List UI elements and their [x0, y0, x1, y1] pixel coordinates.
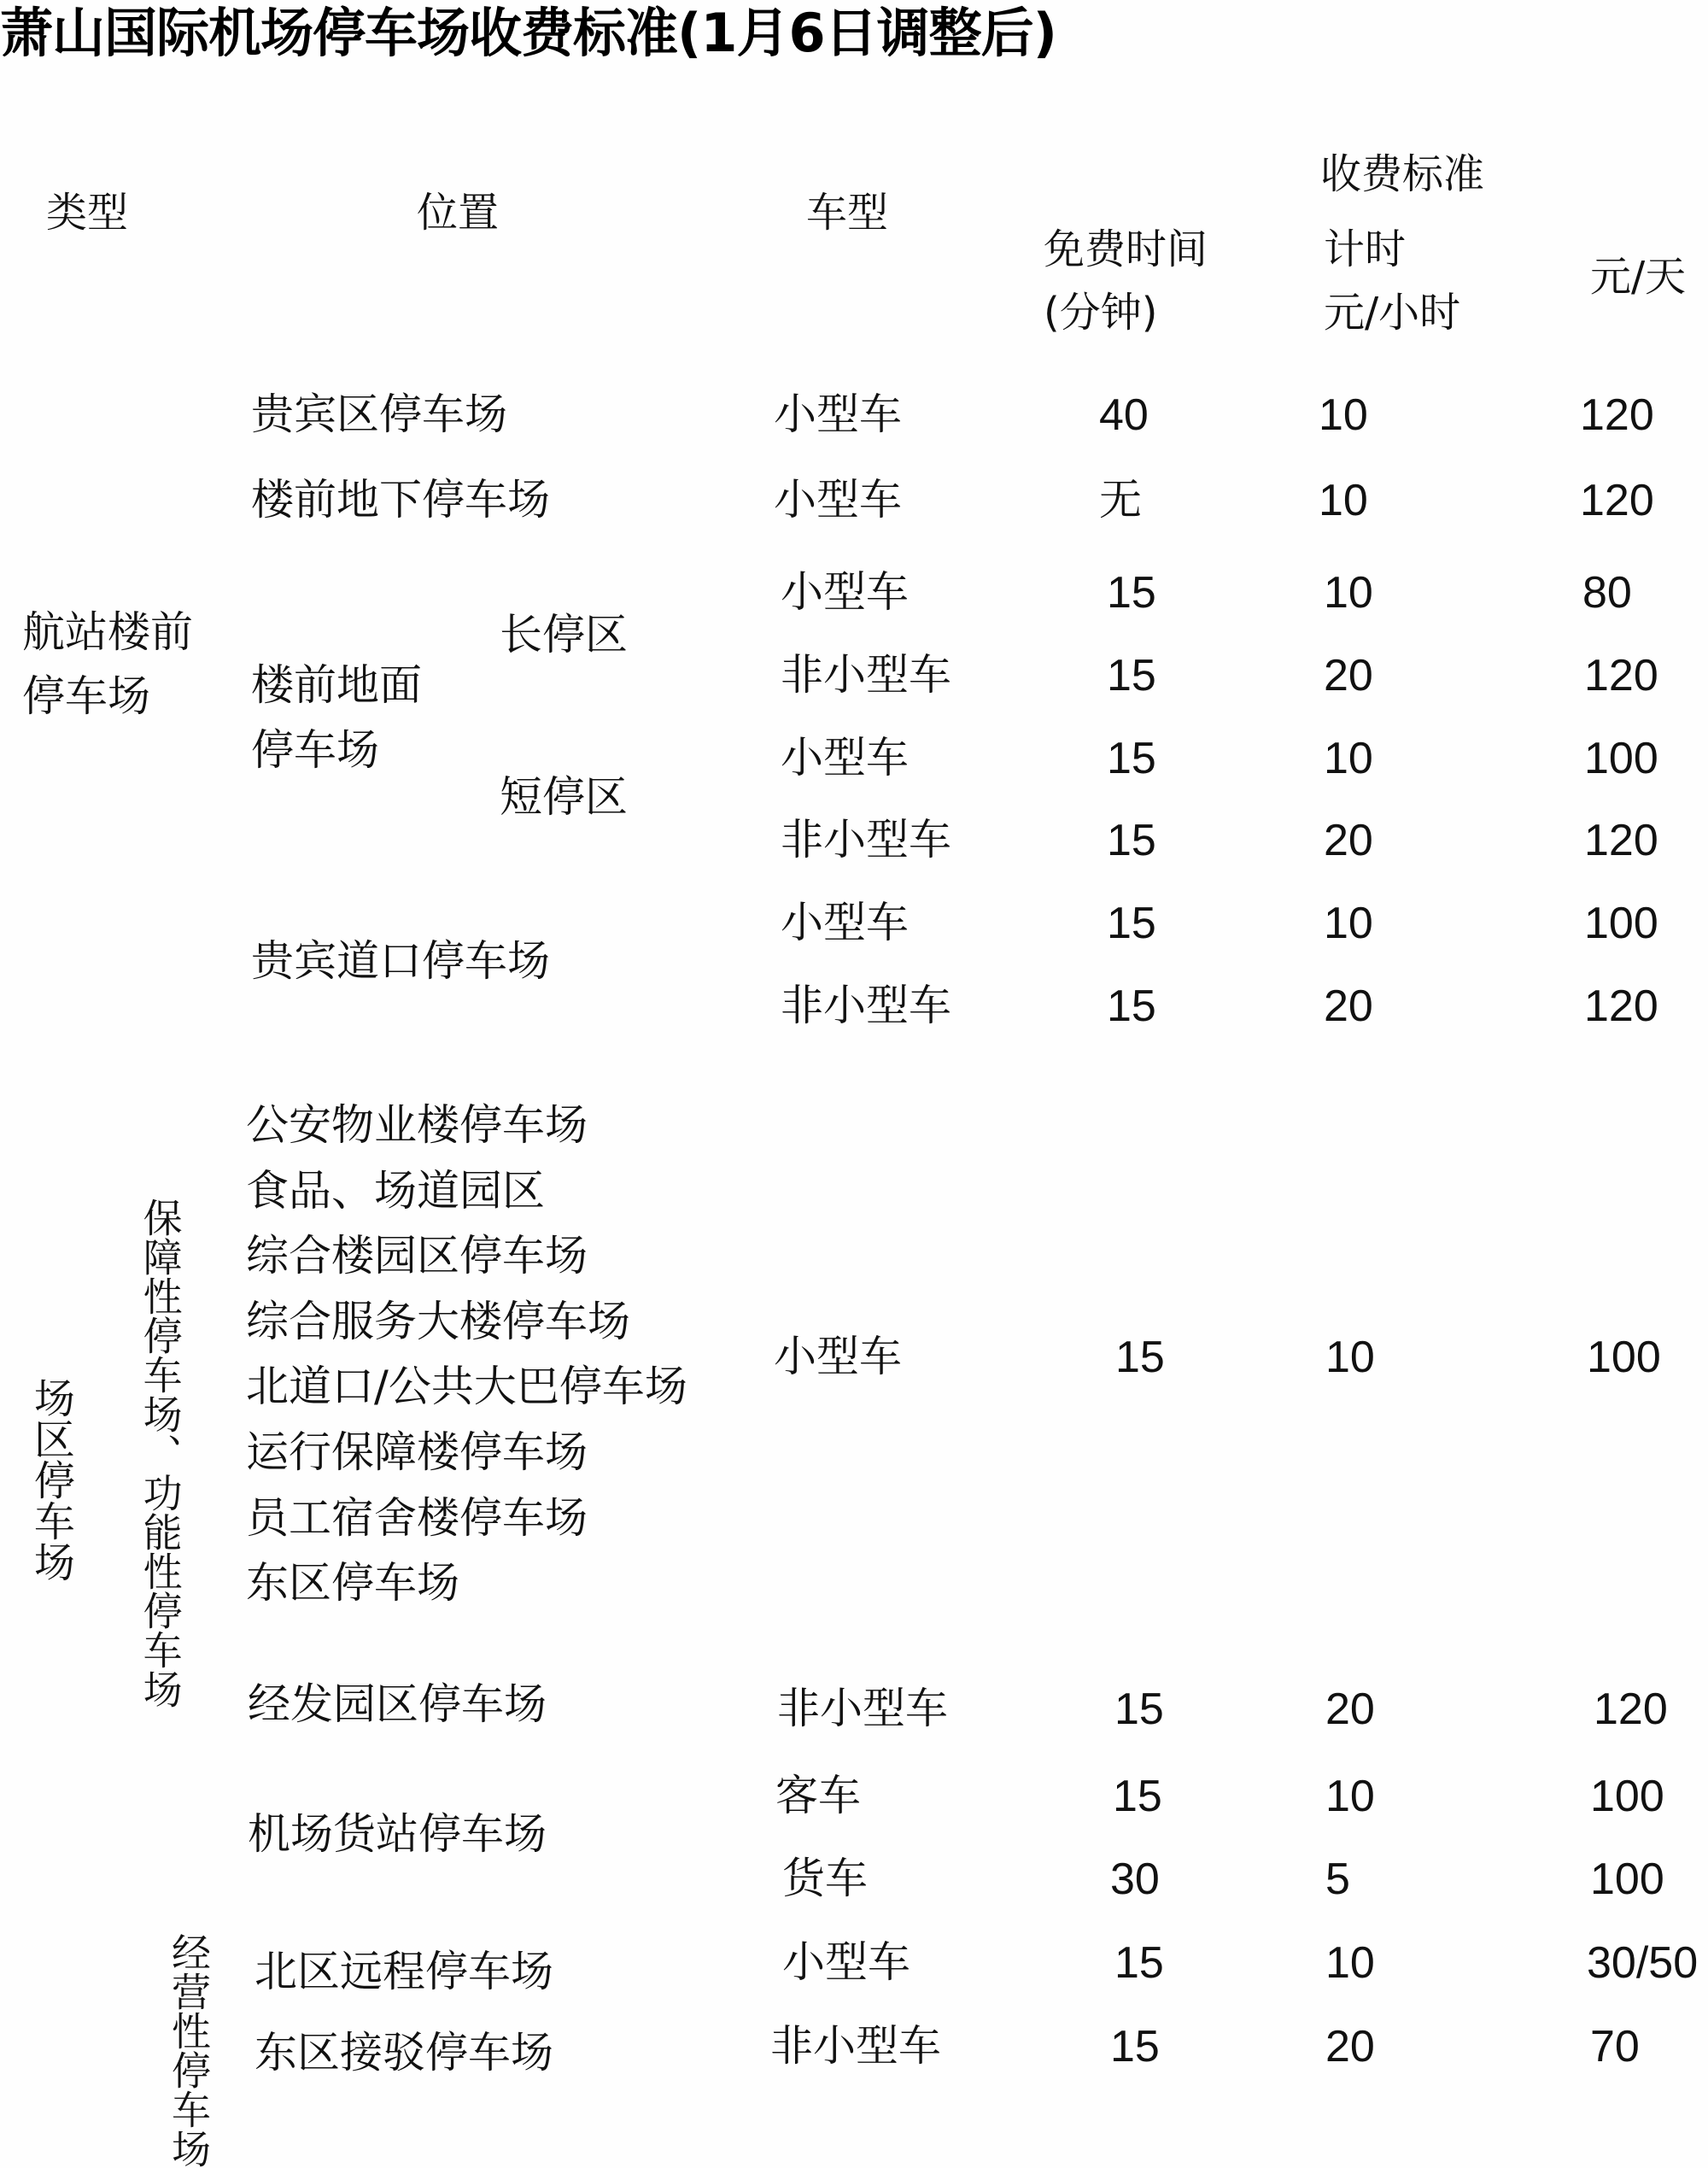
- row-daily: 100: [1590, 1855, 1664, 1904]
- header-type: 类型: [46, 189, 129, 237]
- row-vehicle: 小型车: [782, 1937, 910, 1987]
- row-vehicle: 货车: [782, 1854, 868, 1903]
- row-free-time: 15: [1110, 2022, 1160, 2071]
- location-east-shuttle: 东区接驳停车场: [254, 2028, 553, 2077]
- header-vehicle: 车型: [806, 189, 889, 237]
- header-location: 位置: [417, 189, 500, 237]
- row-free-time: 无: [1099, 475, 1142, 524]
- row-vehicle: 非小型车: [781, 650, 951, 700]
- row-vehicle: 非小型车: [781, 815, 951, 864]
- row-hourly: 10: [1324, 568, 1373, 618]
- header-free-time-unit: (分钟): [1044, 289, 1158, 337]
- row-vehicle: 小型车: [781, 567, 909, 617]
- row-daily: 120: [1584, 816, 1658, 865]
- row-vehicle: 非小型车: [777, 1684, 948, 1733]
- support-location-0: 公安物业楼停车场: [246, 1100, 588, 1150]
- location-long-term: 长停区: [500, 610, 628, 659]
- location-vip: 贵宾区停车场: [251, 390, 507, 439]
- row-free-time: 15: [1107, 899, 1156, 948]
- row-hourly: 5: [1325, 1855, 1350, 1904]
- location-ground: 楼前地面: [251, 660, 422, 710]
- row-free-time: 15: [1107, 981, 1156, 1031]
- row-free-time: 30: [1110, 1855, 1160, 1904]
- group-airfield: 场区停车场: [26, 1377, 75, 1582]
- row-daily: 80: [1582, 568, 1632, 618]
- group-operational: [116, 1932, 212, 2168]
- row-free-time: 15: [1113, 1772, 1162, 1821]
- row-hourly: 20: [1325, 1685, 1375, 1734]
- row-free-time: 15: [1107, 568, 1156, 618]
- row-daily: 100: [1587, 1333, 1661, 1382]
- row-vehicle: 客车: [775, 1771, 861, 1820]
- row-hourly: 10: [1319, 390, 1368, 440]
- location-north-remote: 北区远程停车场: [254, 1947, 553, 1996]
- row-free-time: 15: [1114, 1938, 1164, 1988]
- row-hourly: 20: [1325, 2022, 1375, 2071]
- row-daily: 100: [1584, 734, 1658, 783]
- header-free-time: 免费时间: [1044, 226, 1208, 273]
- row-daily: 100: [1584, 899, 1658, 948]
- support-location-3: 综合服务大楼停车场: [246, 1297, 630, 1346]
- header-fee-standard: 收费标准: [1320, 150, 1485, 198]
- support-location-2: 综合楼园区停车场: [246, 1231, 588, 1280]
- row-free-time: 15: [1114, 1685, 1164, 1734]
- row-free-time: 40: [1099, 390, 1149, 440]
- header-hourly: 计时: [1324, 226, 1407, 273]
- group-terminal: 航站楼前: [22, 607, 193, 657]
- location-short-term: 短停区: [500, 772, 628, 822]
- row-hourly: 10: [1325, 1772, 1375, 1821]
- row-vehicle: 小型车: [781, 898, 909, 947]
- support-location-5: 运行保障楼停车场: [246, 1427, 588, 1477]
- row-hourly: 20: [1324, 651, 1373, 700]
- row-vehicle: 小型车: [774, 1332, 902, 1381]
- header-hourly-unit: 元/小时: [1324, 289, 1461, 337]
- header-daily: 元/天: [1590, 253, 1687, 301]
- row-hourly: 20: [1324, 816, 1373, 865]
- row-hourly: 10: [1324, 734, 1373, 783]
- location-ground-line2: 停车场: [251, 725, 379, 775]
- location-cargo: 机场货站停车场: [248, 1809, 547, 1859]
- support-location-6: 员工宿舍楼停车场: [246, 1493, 588, 1543]
- group-support-functional: 保障性停车场、功能性停车场: [137, 1198, 184, 1708]
- row-daily: 30/50: [1587, 1938, 1699, 1988]
- support-location-4: 北道口/公共大巴停车场: [246, 1362, 687, 1411]
- location-jingfa: 经发园区停车场: [248, 1679, 547, 1729]
- row-free-time: 15: [1115, 1333, 1165, 1382]
- row-daily: 120: [1584, 981, 1658, 1031]
- row-vehicle: 小型车: [774, 475, 902, 524]
- row-free-time: 15: [1107, 734, 1156, 783]
- row-daily: 120: [1584, 651, 1658, 700]
- row-vehicle: 非小型车: [770, 2021, 941, 2071]
- page-title: 萧山国际机场停车场收费标准(1月6日调整后): [0, 2, 1056, 64]
- row-hourly: 10: [1319, 476, 1368, 525]
- row-daily: 100: [1590, 1772, 1664, 1821]
- row-free-time: 15: [1107, 651, 1156, 700]
- row-hourly: 10: [1324, 899, 1373, 948]
- support-location-7: 东区停车场: [246, 1558, 459, 1608]
- row-vehicle: 小型车: [774, 390, 902, 439]
- location-vip-gate: 贵宾道口停车场: [251, 936, 550, 986]
- row-vehicle: 小型车: [781, 733, 909, 782]
- row-free-time: 15: [1107, 816, 1156, 865]
- row-daily: 120: [1580, 476, 1654, 525]
- group-operational-text: 经营性停车场: [166, 1932, 212, 2168]
- row-hourly: 10: [1325, 1938, 1375, 1988]
- group-terminal-line2: 停车场: [22, 671, 150, 721]
- support-location-1: 食品、场道园区: [246, 1166, 545, 1216]
- location-underground: 楼前地下停车场: [251, 475, 550, 524]
- row-hourly: 10: [1325, 1333, 1375, 1382]
- row-daily: 70: [1590, 2022, 1640, 2071]
- row-daily: 120: [1594, 1685, 1668, 1734]
- row-hourly: 20: [1324, 981, 1373, 1031]
- row-vehicle: 非小型车: [781, 981, 951, 1030]
- row-daily: 120: [1580, 390, 1654, 440]
